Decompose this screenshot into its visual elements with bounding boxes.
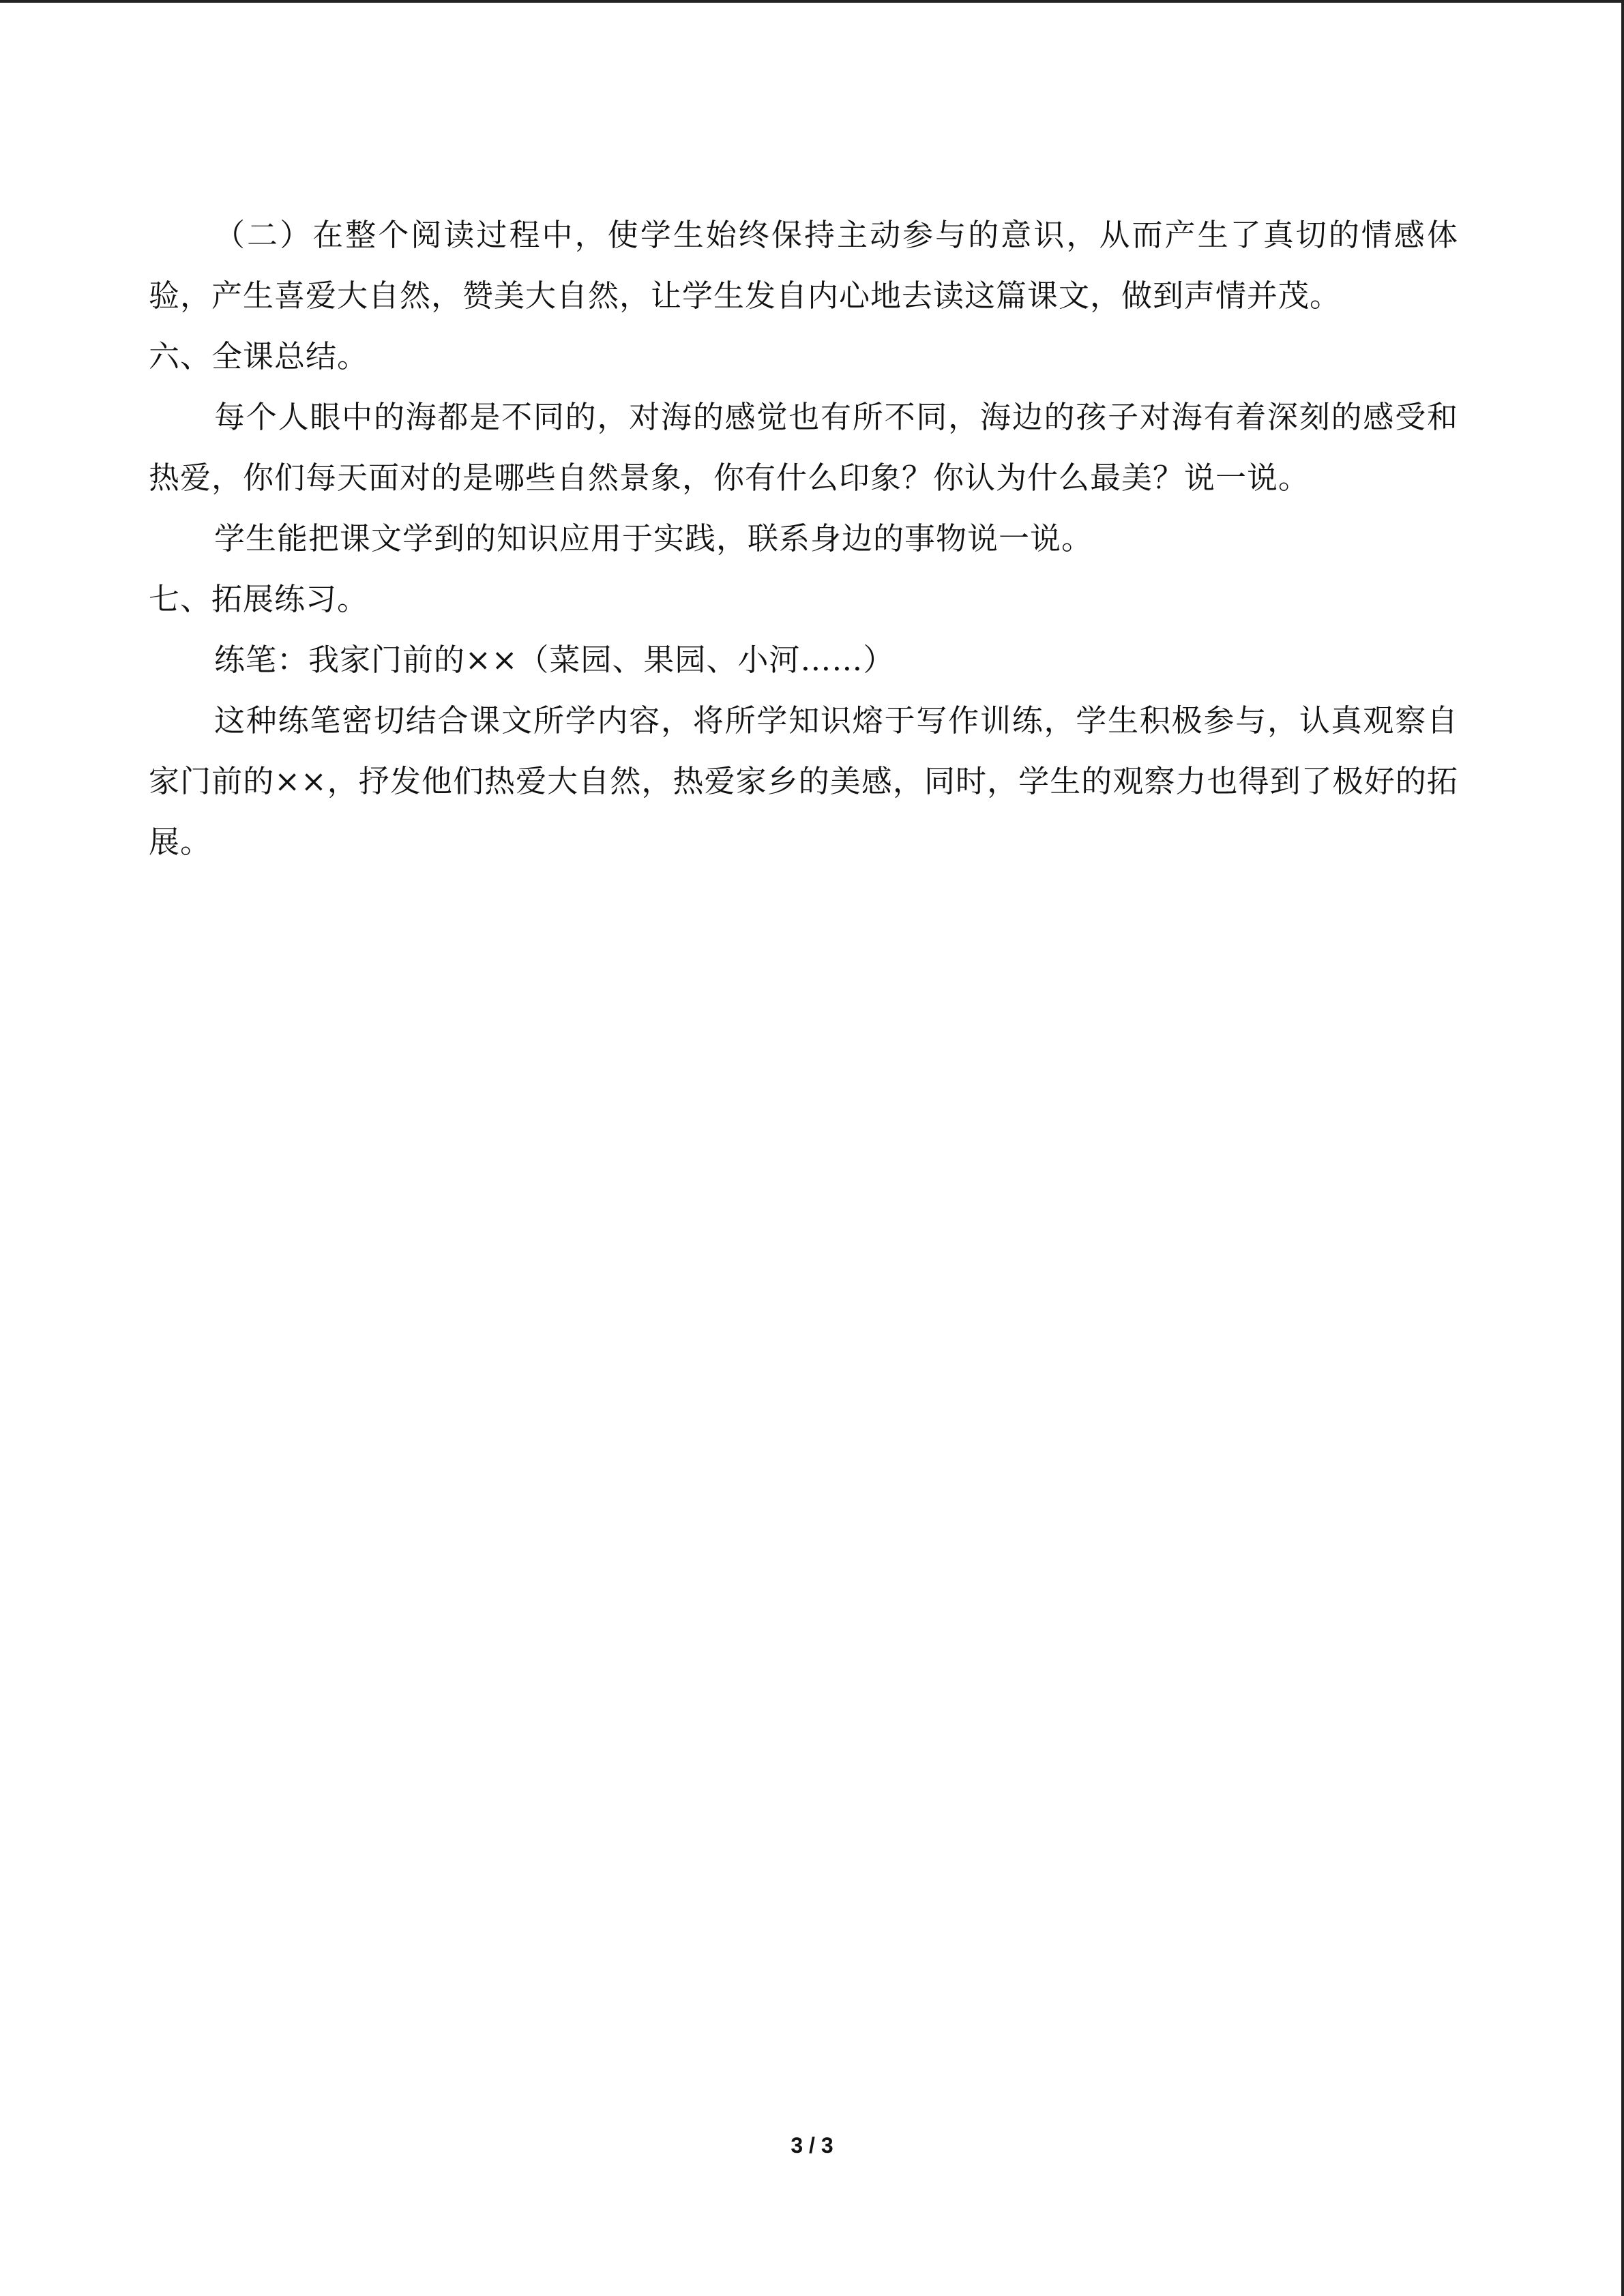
page-number: 3 / 3 xyxy=(791,2133,833,2158)
paragraph-reading-process: （二）在整个阅读过程中，使学生始终保持主动参与的意识，从而产生了真切的情感体验，产生喜爱大自然，赞美大自然，让学生发自内心地去读这篇课文，做到声情并茂。 xyxy=(149,217,1458,314)
top-border-line xyxy=(0,0,1624,3)
paragraph-writing-benefits: 这种练笔密切结合课文所学内容，将所学知识熔于写作训练，学生积极参与，认真观察自家门前的××，抒发他们热爱大自然，热爱家乡的美感，同时，学生的观察力也得到了极好的拓展。 xyxy=(149,702,1458,860)
paragraph-sea-perception: 每个人眼中的海都是不同的，对海的感觉也有所不同，海边的孩子对海有着深刻的感受和热爱，你们每天面对的是哪些自然景象，你有什么印象？你认为什么最美？说一说。 xyxy=(149,399,1458,496)
heading-lesson-summary: 六、全课总结。 xyxy=(149,338,369,374)
paragraph-apply-knowledge: 学生能把课文学到的知识应用于实践，联系身边的事物说一说。 xyxy=(214,520,1093,556)
document-body xyxy=(149,205,1458,872)
heading-extension-exercise: 七、拓展练习。 xyxy=(149,581,369,617)
paragraph-writing-practice: 练笔：我家门前的××（菜园、果园、小河……） xyxy=(214,642,895,678)
right-border-line xyxy=(1621,0,1624,2296)
